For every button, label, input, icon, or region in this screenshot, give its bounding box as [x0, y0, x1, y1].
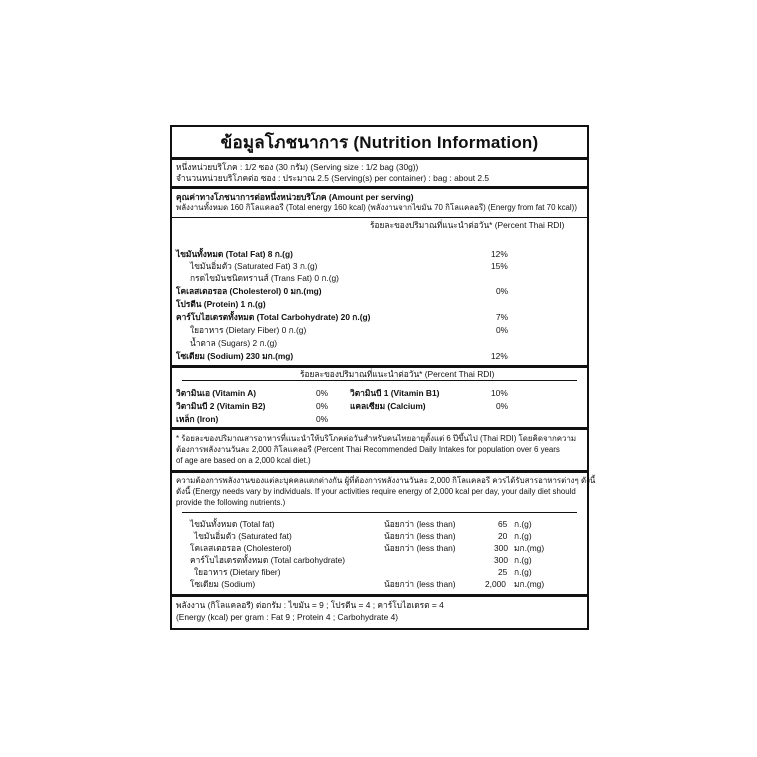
- nutrient-protein: โปรตีน (Protein) 1 ก.(g): [176, 299, 266, 309]
- nutrient-sodium: โซเดียม (Sodium) 230 มก.(mg): [176, 351, 294, 361]
- daily-compare: น้อยกว่า (less than): [384, 579, 456, 589]
- servings-per-container: จำนวนหน่วยบริโภคต่อ ซอง : ประมาณ 2.5 (Serving(s) per container) : bag : about 2.5: [176, 173, 490, 183]
- footnote-line: ต้องการพลังงานวันละ 2,000 กิโลแคลอรี (Percent Thai Recommended Daily Intakes for population over 6 years: [176, 445, 560, 454]
- vitamin-b2: วิตามินบี 2 (Vitamin B2): [176, 401, 266, 411]
- energy-needs-line: ความต้องการพลังงานของแต่ละบุคคลแตกต่างกัน ผู้ที่ต้องการพลังงานวันละ 2,000 กิโลแคลอรี ควรได้รับสารอาหารต่างๆ ดังนี้: [176, 476, 596, 485]
- divider: [172, 157, 587, 160]
- daily-name: คาร์โบไฮเดรตทั้งหมด (Total carbohydrate): [190, 555, 346, 565]
- vitamin-header: ร้อยละของปริมาณที่แนะนำต่อวัน* (Percent Thai RDI): [300, 369, 495, 379]
- nutrient-sugars: น้ำตาล (Sugars) 2 ก.(g): [190, 338, 278, 348]
- daily-value: 20: [498, 531, 508, 541]
- footnote-line: * ร้อยละของปริมาณสารอาหารที่แนะนำให้บริโภคต่อวันสำหรับคนไทยอายุตั้งแต่ 6 ปีขึ้นไป (Thai RDI) โดยคิดจากความ: [176, 434, 577, 443]
- energy-per-gram-en: (Energy (kcal) per gram : Fat 9 ; Protein 4 ; Carbohydrate 4): [176, 612, 399, 622]
- daily-unit: ก.(g): [514, 531, 532, 541]
- divider: [172, 217, 587, 218]
- footnote-line: of age are based on a 2,000 kcal diet.): [176, 456, 311, 465]
- vitamin-pct: 0%: [316, 401, 329, 411]
- label-title: ข้อมูลโภชนาการ (Nutrition Information): [220, 133, 539, 152]
- iron: เหล็ก (Iron): [176, 414, 219, 424]
- daily-value: 300: [494, 543, 508, 553]
- divider: [182, 380, 577, 381]
- vitamin-a: วิตามินเอ (Vitamin A): [176, 388, 257, 398]
- nutrient-pct: 12%: [491, 249, 508, 259]
- nutrient-pct: 12%: [491, 351, 508, 361]
- vitamin-pct: 0%: [316, 414, 329, 424]
- nutrient-dietary-fiber: ใยอาหาร (Dietary Fiber) 0 ก.(g): [190, 325, 307, 335]
- energy-per-gram-th: พลังงาน (กิโลแคลอรี) ต่อกรัม : ไขมัน = 9 ; โปรตีน = 4 ; คาร์โบไฮเดรต = 4: [176, 600, 444, 610]
- daily-value: 2,000: [485, 579, 506, 589]
- divider: [172, 365, 587, 368]
- nutrient-saturated-fat: ไขมันอิ่มตัว (Saturated Fat) 3 ก.(g): [190, 261, 318, 271]
- serving-size: หนึ่งหน่วยบริโภค : 1/2 ซอง (30 กรัม) (Serving size : 1/2 bag (30g)): [176, 162, 419, 172]
- daily-unit: ก.(g): [514, 567, 532, 577]
- daily-value: 25: [498, 567, 508, 577]
- nutrient-pct: 0%: [496, 325, 509, 335]
- energy-needs-line: ดังนี้ (Energy needs vary by individuals. If your activities require energy of 2,000 kcal per day, your daily diet should: [176, 487, 576, 496]
- divider: [172, 186, 587, 189]
- nutrient-pct: 0%: [496, 286, 509, 296]
- nutrient-trans-fat: กรดไขมันชนิดทรานส์ (Trans Fat) 0 ก.(g): [190, 273, 339, 283]
- nutrient-pct: 15%: [491, 261, 508, 271]
- divider: [172, 427, 587, 430]
- rdi-header: ร้อยละของปริมาณที่แนะนำต่อวัน* (Percent Thai RDI): [370, 220, 565, 230]
- nutrient-total-carbohydrate: คาร์โบไฮเดรตทั้งหมด (Total Carbohydrate) 20 ก.(g): [176, 312, 371, 322]
- daily-value: 65: [498, 519, 508, 529]
- divider: [172, 470, 587, 473]
- energy-needs-line: provide the following nutrients.): [176, 498, 286, 507]
- vitamin-pct: 0%: [496, 401, 509, 411]
- nutrient-total-fat: ไขมันทั้งหมด (Total Fat) 8 ก.(g): [176, 249, 293, 259]
- daily-compare: น้อยกว่า (less than): [384, 531, 456, 541]
- divider: [182, 512, 577, 513]
- daily-value: 300: [494, 555, 508, 565]
- daily-name: โซเดียม (Sodium): [190, 579, 256, 589]
- daily-compare: น้อยกว่า (less than): [384, 519, 456, 529]
- nutrient-cholesterol: โคเลสเตอรอล (Cholesterol) 0 มก.(mg): [176, 286, 322, 296]
- daily-unit: มก.(mg): [514, 543, 545, 553]
- daily-name: ไขมันทั้งหมด (Total fat): [190, 519, 275, 529]
- vitamin-b1: วิตามินบี 1 (Vitamin B1): [350, 388, 440, 398]
- daily-name: ไขมันอิ่มตัว (Saturated fat): [194, 531, 292, 541]
- calcium: แคลเซียม (Calcium): [350, 401, 426, 411]
- daily-unit: ก.(g): [514, 555, 532, 565]
- amount-heading: คุณค่าทางโภชนาการต่อหนึ่งหน่วยบริโภค (Amount per serving): [176, 192, 414, 202]
- daily-unit: มก.(mg): [514, 579, 545, 589]
- total-energy: พลังงานทั้งหมด 160 กิโลแคลอรี (Total energy 160 kcal) (พลังงานจากไขมัน 70 กิโลแคลอรี) (Energy from fat 70 kcal)): [176, 203, 577, 212]
- divider: [172, 594, 587, 597]
- vitamin-pct: 0%: [316, 388, 329, 398]
- daily-name: ใยอาหาร (Dietary fiber): [194, 567, 281, 577]
- nutrient-pct: 7%: [496, 312, 509, 322]
- vitamin-pct: 10%: [491, 388, 508, 398]
- nutrition-label: [170, 125, 596, 630]
- daily-compare: น้อยกว่า (less than): [384, 543, 456, 553]
- daily-name: โคเลสเตอรอล (Cholesterol): [190, 543, 292, 553]
- daily-unit: ก.(g): [514, 519, 532, 529]
